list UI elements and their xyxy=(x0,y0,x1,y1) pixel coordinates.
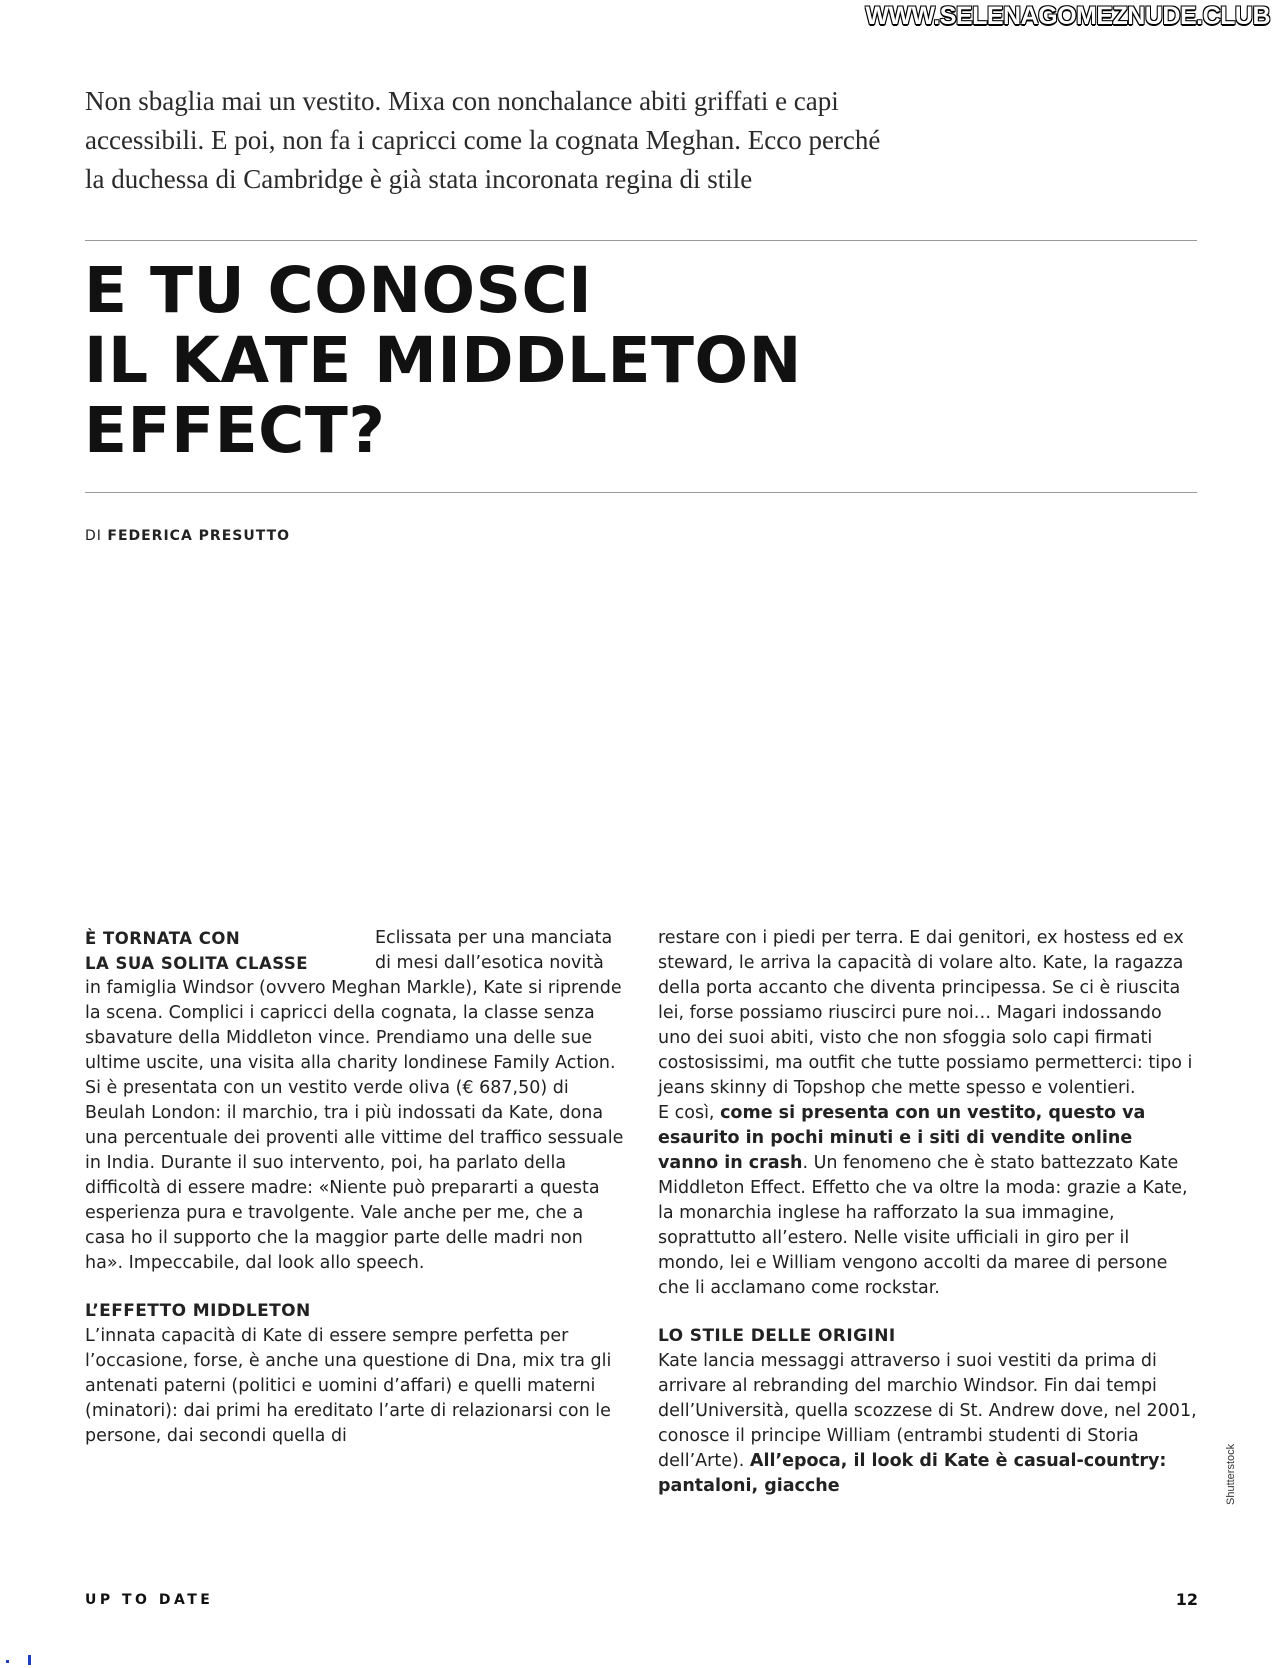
headline-line-1: E TU CONOSCI xyxy=(84,254,593,327)
lead-heading-line-1: È TORNATA CON xyxy=(85,929,241,948)
byline-prefix: DI xyxy=(85,528,102,544)
paragraph-3: restare con i piedi per terra. E dai genitori, ex hostess ed ex steward, le arriva la capacità di volare alto. Kate, la ragazza della porta accanto che diventa principessa. Se ci è riuscita lei, forse possiamo riuscirci pure noi… Magari indossando uno dei suoi abiti, visto che non sfoggia solo capi firmati costosissimi, ma outfit che tutte possiamo permetterci: tipo i jeans skinny di Topshop che mette spesso e volentieri. xyxy=(658,928,1193,1098)
paragraph-4-end: . Un fenomeno che è stato battezzato Kate Middleton Effect. Effetto che va oltre la moda: grazie a Kate, la monarchia inglese ha rafforzato la sua immagine, soprattutto all’estero. Nelle visite ufficiali in giro per il mondo, lei e William vengono accolti da maree di persone che li acclamano come rockstar. xyxy=(658,1153,1188,1298)
watermark: WWW.SELENAGOMEZNUDE.CLUB xyxy=(865,2,1270,30)
divider-bottom xyxy=(85,492,1197,493)
section-heading-effetto: L’EFFETTO MIDDLETON xyxy=(85,1301,311,1321)
headline-line-3: EFFECT? xyxy=(84,394,386,467)
footer-section-label: UP TO DATE xyxy=(85,1592,214,1608)
article-column-left xyxy=(85,926,625,1449)
scan-mark xyxy=(28,1655,31,1665)
article-column-right xyxy=(658,926,1198,1499)
byline-author: FEDERICA PRESUTTO xyxy=(107,528,291,544)
paragraph-4 xyxy=(658,1101,1198,1301)
paragraph-5-start: Kate lancia messaggi attraverso i suoi vestiti da prima di arrivare al rebranding del marchio Windsor. Fin dai tempi dell’Università, quella scozzese di St. Andrew dove, nel 2001, conosce il principe William (entrambi studenti di Storia dell’Arte). xyxy=(658,1351,1197,1471)
page-number: 12 xyxy=(1175,1590,1198,1609)
standfirst: Non sbaglia mai un vestito. Mixa con nonchalance abiti griffati e capi accessibili. E poi, non fa i capricci come la cognata Meghan. Ecco perché la duchessa di Cambridge è già stata incoronata regina di stile xyxy=(85,86,881,194)
photo-credit: Shutterstock xyxy=(1225,1443,1237,1505)
byline xyxy=(85,528,290,544)
divider-top xyxy=(85,240,1197,241)
lead-heading xyxy=(85,926,365,976)
headline xyxy=(84,256,802,466)
paragraph-4-highlight: come si presenta con un vestito, questo va esaurito in pochi minuti e i siti di vendite online vanno in crash xyxy=(658,1103,1146,1173)
scan-mark-dot xyxy=(6,1660,9,1663)
paragraph-1: Eclissata per una manciata di mesi dall’esotica novità in famiglia Windsor (ovvero Meghan Markle), Kate si riprende la scena. Complici i capricci della cognata, la classe senza sbavature della Middleton vince. Prendiamo una delle sue ultime uscite, una visita alla charity londinese Family Action. Si è presentata con un vestito verde oliva (€ 687,50) di Beulah London: il marchio, tra i più indossati da Kate, dona una percentuale dei proventi alle vittime del traffico sessuale in India. Durante il suo intervento, poi, ha parlato della difficoltà di essere madre: «Niente può prepararti a questa esperienza pura e travolgente. Vale anche per me, che a casa ho il supporto che la maggior parte delle madri non ha». Impeccabile, dal look allo speech. xyxy=(85,928,624,1273)
paragraph-5-highlight: All’epoca, il look di Kate è casual-country: pantaloni, giacche xyxy=(658,1451,1167,1496)
headline-line-2: IL KATE MIDDLETON xyxy=(84,324,802,397)
paragraph-5 xyxy=(658,1349,1198,1499)
paragraph-4-start: E così, xyxy=(658,1103,721,1123)
lead-heading-line-2: LA SUA SOLITA CLASSE xyxy=(85,954,309,973)
paragraph-2: L’innata capacità di Kate di essere sempre perfetta per l’occasione, forse, è anche una questione di Dna, mix tra gli antenati paterni (politici e uomini d’affari) e quelli materni (minatori): dai primi ha ereditato l’arte di relazionarsi con le persone, dai secondi quella di xyxy=(85,1326,612,1446)
section-heading-stile: LO STILE DELLE ORIGINI xyxy=(658,1326,896,1346)
